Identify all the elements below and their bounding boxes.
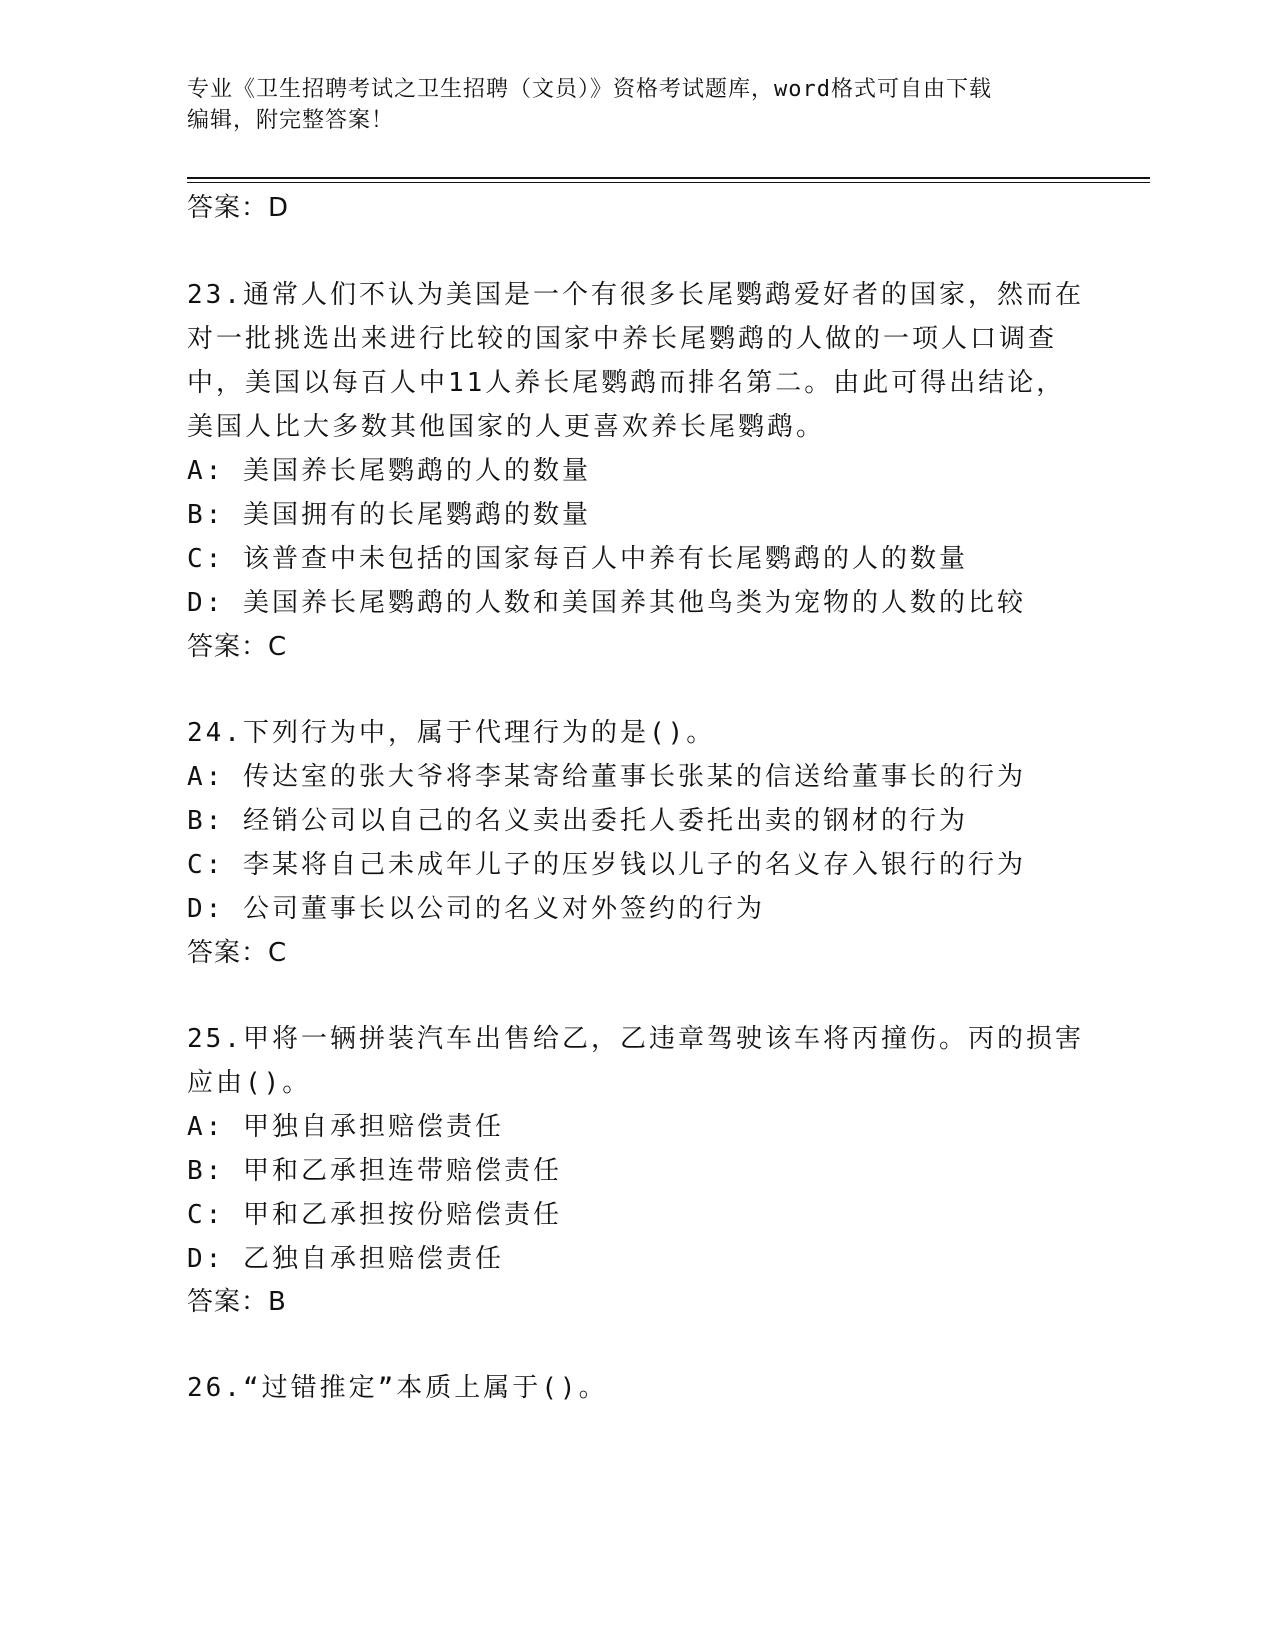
header-divider <box>187 177 1150 179</box>
prev-answer: 答案：D <box>187 193 290 223</box>
q23-stem-line-3: 中，美国以每百人中11人养长尾鹦鹉而排名第二。由此可得出结论， <box>187 368 1066 398</box>
q23-option-d: D: 美国养长尾鹦鹉的人数和美国养其他鸟类为宠物的人数的比较 <box>187 588 1026 618</box>
q24-stem-line-1: 24.下列行为中，属于代理行为的是()。 <box>187 718 716 748</box>
document-header <box>187 74 1067 136</box>
q23-option-b: B: 美国拥有的长尾鹦鹉的数量 <box>187 500 591 530</box>
q26-stem-line-1: 26.“过错推定”本质上属于()。 <box>187 1373 608 1403</box>
q25-option-d: D: 乙独自承担赔偿责任 <box>187 1244 504 1274</box>
q24-option-c: C: 李某将自己未成年儿子的压岁钱以儿子的名义存入银行的行为 <box>187 850 1026 880</box>
q25-stem-line-1: 25.甲将一辆拼装汽车出售给乙，乙违章驾驶该车将丙撞伤。丙的损害 <box>187 1024 1084 1054</box>
q25-option-c: C: 甲和乙承担按份赔偿责任 <box>187 1200 562 1230</box>
q23-option-a: A: 美国养长尾鹦鹉的人的数量 <box>187 456 591 486</box>
q23-stem-line-1: 23.通常人们不认为美国是一个有很多长尾鹦鹉爱好者的国家，然而在 <box>187 280 1084 310</box>
q24-option-b: B: 经销公司以自己的名义卖出委托人委托出卖的钢材的行为 <box>187 806 968 836</box>
q23-answer: 答案：C <box>187 632 288 662</box>
q25-option-a: A: 甲独自承担赔偿责任 <box>187 1112 504 1142</box>
q24-answer: 答案：C <box>187 938 288 968</box>
q24-option-a: A: 传达室的张大爷将李某寄给董事长张某的信送给董事长的行为 <box>187 762 1026 792</box>
header-line-1: 专业《卫生招聘考试之卫生招聘（文员）》资格考试题库，word格式可自由下载 <box>187 77 992 102</box>
q23-stem-line-2: 对一批挑选出来进行比较的国家中养长尾鹦鹉的人做的一项人口调查 <box>187 324 1058 354</box>
q25-option-b: B: 甲和乙承担连带赔偿责任 <box>187 1156 562 1186</box>
q25-answer: 答案：B <box>187 1287 287 1317</box>
header-line-2: 编辑，附完整答案！ <box>187 108 395 133</box>
header-divider-thin <box>187 182 1150 183</box>
q23-stem-line-4: 美国人比大多数其他国家的人更喜欢养长尾鹦鹉。 <box>187 412 826 442</box>
q25-stem-line-2: 应由()。 <box>187 1068 312 1098</box>
q23-option-c: C: 该普查中未包括的国家每百人中养有长尾鹦鹉的人的数量 <box>187 544 968 574</box>
q24-option-d: D: 公司董事长以公司的名义对外签约的行为 <box>187 894 765 924</box>
